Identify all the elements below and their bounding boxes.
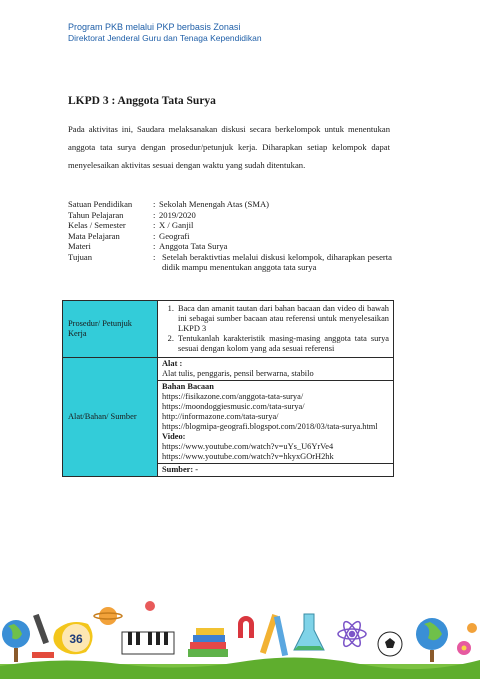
meta-row: Satuan Pendidikan : Sekolah Menengah Atas (SMA) (68, 199, 392, 210)
video-link[interactable]: https://www.youtube.com/watch?v=uYs_U6YrVe4 (162, 442, 334, 451)
meta-value: 2019/2020 (159, 209, 196, 220)
meta-key: Tahun Pelajaran (68, 209, 124, 220)
pencil-icon (260, 614, 288, 656)
books-icon (188, 628, 228, 657)
directorate-title: Direktorat Jenderal Guru dan Tenaga Kependidikan (68, 33, 262, 43)
bahan-heading: Bahan Bacaan (162, 382, 214, 391)
planet-icon (99, 607, 117, 625)
table-row (63, 301, 394, 358)
meta-key: Mata Pelajaran (68, 230, 120, 241)
steps-list (158, 301, 393, 357)
alat-label: Alat/Bahan/ Sumber (63, 358, 158, 477)
ball-icon (378, 632, 402, 656)
reading-link[interactable]: http://informazone.com/tata-surya/ (162, 412, 279, 421)
list-item: 1. Baca dan amanit tautan dari bahan bacaan dan video di bawah ini sebagai sumber bacaan atau referensi untuk menyelesaikan LKPD 3 (176, 304, 389, 334)
page-header (68, 22, 262, 44)
meta-value: X / Ganjil (159, 220, 194, 230)
microscope-icon (32, 614, 54, 658)
reading-link[interactable]: https://fisikazone.com/anggota-tata-surya/ (162, 392, 304, 401)
intro-paragraph: Pada aktivitas ini, Saudara melaksanakan diskusi secara berkelompok untuk menentukan anggota tata surya dengan prosedur/petunjuk kerja. Diharapkan setiap kelompok dapat menyelesaikan aktivitas sesuai dengan waktu yang sudah ditentukan. (68, 124, 390, 170)
decorative-footer (0, 594, 480, 679)
meta-row: Tahun Pelajaran : 2019/2020 (68, 210, 392, 221)
video-heading: Video: (162, 432, 186, 441)
page-number: 36 (69, 632, 83, 646)
bahan-section (158, 381, 393, 464)
program-title: Program PKB melalui PKP berbasis Zonasi (68, 22, 241, 32)
flask-icon (294, 614, 324, 650)
meta-key: Satuan Pendidikan (68, 199, 133, 209)
steps-cell (158, 301, 394, 358)
lkpd-table (62, 300, 394, 477)
reading-link[interactable]: https://blogmipa-geografi.blogspot.com/2018/03/tata-surya.html (162, 422, 378, 431)
planet-icon (145, 601, 155, 611)
sumber-text: Sumber: - (162, 465, 199, 474)
meta-value: Setelah beraktivtias melalui diskusi kelompok, diharapkan peserta didik mampu menentukan anggota tata surya (162, 251, 392, 272)
meta-key: Tujuan (68, 251, 93, 262)
meta-row: Materi : Anggota Tata Surya (68, 241, 392, 252)
atom-icon (338, 619, 366, 648)
reading-link[interactable]: https://moondoggiesmusic.com/tata-surya/ (162, 402, 305, 411)
list-item: 2. Tentukanlah karakteristik masing-masing anggota tata surya sesuai dengan kolom yang ada sesuai referensi (176, 334, 389, 354)
piano-icon (122, 632, 174, 654)
meta-key: Kelas / Semester (68, 220, 126, 230)
alat-heading: Alat : (162, 359, 183, 368)
globe-icon (2, 620, 30, 662)
magnet-icon (238, 616, 254, 638)
meta-row: Tujuan : Setelah beraktivtias melalui diskusi kelompok, diharapkan peserta didik mampu menentukan anggota tata surya (68, 251, 392, 272)
alat-text: Alat tulis, penggaris, pensil berwarna, stabilo (162, 369, 314, 378)
materials-cell (158, 358, 394, 477)
meta-key: Materi (68, 241, 91, 251)
meta-row: Mata Pelajaran : Geografi (68, 231, 392, 242)
meta-value: Anggota Tata Surya (159, 241, 228, 251)
alat-section (158, 358, 393, 381)
globe-icon (416, 618, 448, 662)
meta-row: Kelas / Semester : X / Ganjil (68, 220, 392, 231)
meta-list (68, 199, 392, 273)
page-title: LKPD 3 : Anggota Tata Surya (68, 95, 216, 107)
prosedur-label: Prosedur/ Petunjuk Kerja (63, 301, 158, 358)
planet-icon (467, 623, 477, 633)
meta-value: Sekolah Menengah Atas (SMA) (159, 199, 270, 209)
table-row (63, 358, 394, 477)
video-link[interactable]: https://www.youtube.com/watch?v=hkyxGOrH2hk (162, 452, 334, 461)
meta-value: Geografi (159, 230, 190, 241)
